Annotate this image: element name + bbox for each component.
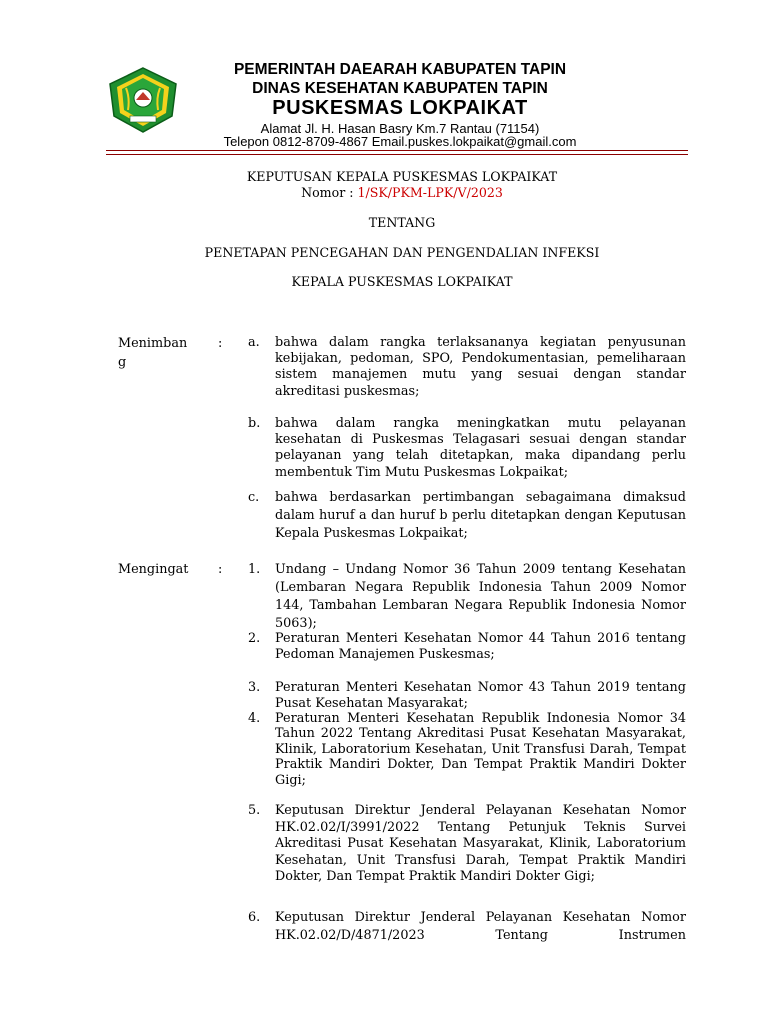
- letterhead-rule-thin: [106, 154, 688, 155]
- list-item: [248, 416, 686, 481]
- list-item-text: Peraturan Menteri Kesehatan Nomor 44 Tahun 2016 tentang Pedoman Manajemen Puskesmas;: [275, 631, 686, 663]
- list-item: [248, 711, 686, 788]
- list-item-text: Peraturan Menteri Kesehatan Nomor 43 Tahun 2019 tentang Pusat Kesehatan Masyarakat;: [275, 680, 686, 712]
- list-item-text: bahwa dalam rangka terlaksananya kegiatan penyusunan kebijakan, pedoman, SPO, Pendokumentasian, pemeliharaan sistem manajemen mutu yang sesuai dengan standar akreditasi puskesmas;: [275, 335, 686, 399]
- list-marker: 1.: [248, 562, 261, 577]
- list-marker: c.: [248, 490, 260, 505]
- section-colon: :: [218, 562, 223, 577]
- list-item: [248, 335, 686, 400]
- list-marker: 2.: [248, 631, 261, 646]
- decree-about: TENTANG: [368, 215, 436, 230]
- list-item: [248, 631, 686, 663]
- section-label-menimbang: Menimban: [118, 336, 188, 351]
- decree-number: [60, 185, 744, 200]
- section-colon: :: [218, 336, 223, 351]
- list-marker: 3.: [248, 680, 261, 695]
- decree-number-label: Nomor :: [301, 185, 354, 200]
- list-marker: 6.: [248, 910, 261, 925]
- list-marker: b.: [248, 416, 261, 431]
- decree-subject: PENETAPAN PENCEGAHAN DAN PENGENDALIAN INFEKSI: [204, 245, 600, 260]
- list-item: [248, 680, 686, 712]
- list-marker: 5.: [248, 803, 261, 818]
- list-marker: a.: [248, 335, 260, 350]
- letterhead-rule-thick: [106, 150, 688, 151]
- list-item-text: Keputusan Direktur Jenderal Pelayanan Kesehatan Nomor HK.02.02/I/3991/2022 Tentang Petunjuk Teknis Survei Akreditasi Pusat Kesehatan Masyarakat, Klinik, Laboratorium Kesehatan, Unit Transfusi Darah, Tempat Praktik Mandiri Dokter, Dan Tempat Praktik Mandiri Dokter Gigi;: [275, 803, 686, 884]
- list-item-text: Undang – Undang Nomor 36 Tahun 2009 tentang Kesehatan (Lembaran Negara Republik Indonesia Tahun 2009 Nomor 144, Tambahan Lembaran Negara Republik Indonesia Nomor 5063);: [275, 562, 686, 631]
- list-item: [248, 489, 686, 543]
- list-item-text: Keputusan Direktur Jenderal Pelayanan Kesehatan Nomor HK.02.02/D/4871/2023 Tentang Instrumen: [275, 910, 686, 943]
- list-item: [248, 561, 686, 633]
- decree-title: KEPUTUSAN KEPALA PUSKESMAS LOKPAIKAT: [246, 169, 558, 184]
- list-item-text: Peraturan Menteri Kesehatan Republik Indonesia Nomor 34 Tahun 2022 Tentang Akreditasi Pusat Kesehatan Masyarakat, Klinik, Laboratorium Kesehatan, Unit Transfusi Darah, Tempat Praktik Mandiri Dokter, Dan Tempat Praktik Mandiri Dokter Gigi;: [275, 711, 686, 788]
- list-item-text: bahwa dalam rangka meningkatkan mutu pelayanan kesehatan di Puskesmas Telagasari sesuai dengan standar pelayanan yang telah ditetapkan, maka dipandang perlu membentuk Tim Mutu Puskesmas Lokpaikat;: [275, 416, 686, 480]
- section-label-menimbang-wrap: g: [118, 355, 127, 370]
- letterhead-contact: Telepon 0812-8709-4867 Email.puskes.lokpaikat@gmail.com: [223, 134, 577, 149]
- letterhead-department: DINAS KESEHATAN KABUPATEN TAPIN: [252, 80, 548, 97]
- decree-number-value: 1/SK/PKM-LPK/V/2023: [357, 185, 503, 200]
- list-item: [248, 803, 686, 886]
- decree-issuer: KEPALA PUSKESMAS LOKPAIKAT: [291, 274, 513, 289]
- section-label-mengingat: Mengingat: [118, 562, 189, 577]
- tapin-regency-emblem: [106, 66, 180, 134]
- list-item: [248, 909, 686, 945]
- letterhead-government: PEMERINTAH DAEARAH KABUPATEN TAPIN: [233, 61, 567, 78]
- letterhead-institution: PUSKESMAS LOKPAIKAT: [272, 97, 528, 119]
- list-marker: 4.: [248, 711, 261, 726]
- list-item-text: bahwa berdasarkan pertimbangan sebagaimana dimaksud dalam huruf a dan huruf b perlu ditetapkan dengan Keputusan Kepala Puskesmas Lokpaikat;: [275, 490, 686, 541]
- letterhead-address: Alamat Jl. H. Hasan Basry Km.7 Rantau (71154): [260, 121, 540, 136]
